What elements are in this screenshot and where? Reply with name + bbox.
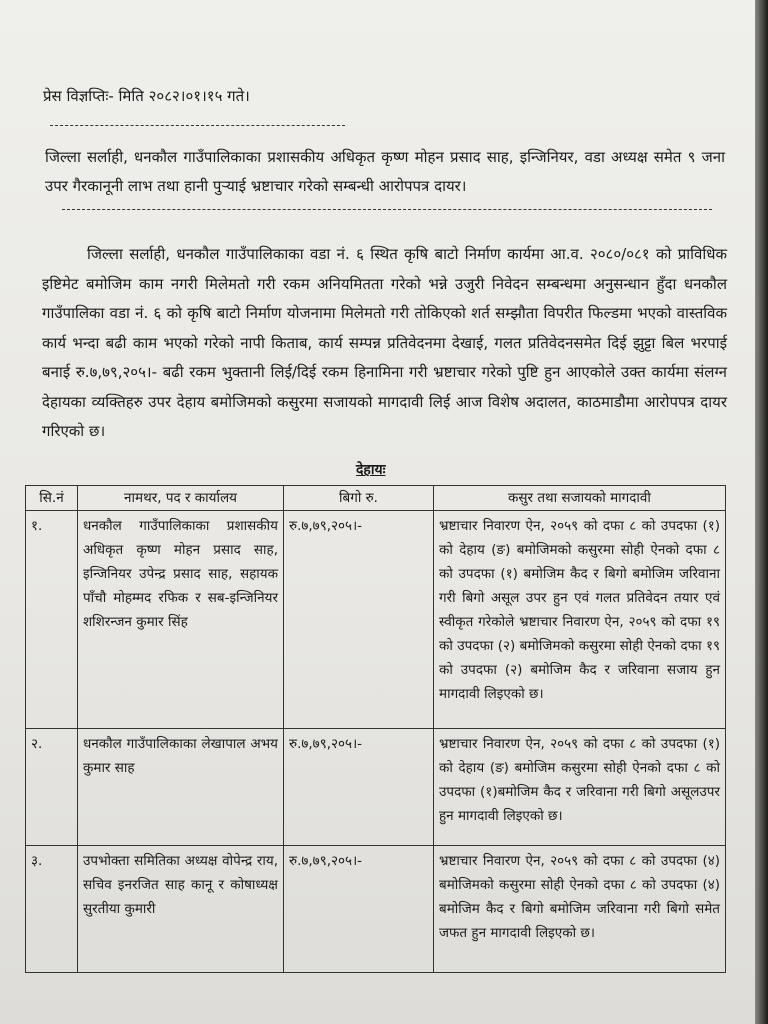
- row-name: धनकौल गाउँपालिकाका प्रशासकीय अधिकृत कृष्ण मोहन प्रसाद साह, इन्जिनियर उपेन्द्र प्रसाद साह, सहायक पाँचौ मोहम्मद रफिक र सब-इन्जिनियर शशिरन्जन कुमार सिंह: [78, 511, 284, 729]
- table-row: [26, 511, 726, 729]
- row-charge: भ्रष्टाचार निवारण ऐन, २०५९ को दफा ८ को उपदफा (४) बमोजिमको कसुरमा सोही ऐनको दफा ८ को उपदफा (४) बमोजिम कैद र बिगो बमोजिम जरिवाना गरी बिगो समेत जफत हुन मागदावी लिइएको छ।: [434, 846, 726, 973]
- table-row: [26, 729, 726, 846]
- press-release-date: प्रेस विज्ञप्तिः- मिति २०८२।०१।१५ गते।: [43, 87, 250, 105]
- header-sn: सि.नं: [26, 486, 78, 511]
- accused-table: [25, 485, 726, 973]
- page-edge-shadow: [755, 0, 768, 1024]
- row-name: उपभोक्ता समितिका अध्यक्ष वोपेन्द्र राय, सचिव इनरजित साह कानू र कोषाध्यक्ष सुरतीया कुमारी: [78, 846, 284, 973]
- row-amount: रु.७,७९,२०५।-: [284, 846, 434, 973]
- table-header-row: [26, 486, 726, 511]
- subject-heading: जिल्ला सर्लाही, धनकौल गाउँपालिकाका प्रशासकीय अधिकृत कृष्ण मोहन प्रसाद साह, इन्जिनियर, वडा अध्यक्ष समेत ९ जना उपर गैरकानूनी लाभ तथा हानी पुऱ्याई भ्रष्टाचार गरेको सम्बन्धी आरोपपत्र दायर।: [45, 148, 725, 195]
- dashed-divider: [62, 209, 712, 210]
- body-paragraph: जिल्ला सर्लाही, धनकौल गाउँपालिकाका वडा नं. ६ स्थित कृषि बाटो निर्माण कार्यमा आ.व. २०८०/०८१ को प्राविधिक इष्टिमेट बमोजिम काम नगरी मिलेमतो गरी रकम अनियमितता गरेको भन्ने उजुरी निवेदन सम्बन्धमा अनुसन्धान हुँदा धनकौल गाउँपालिका वडा नं. ६ को कृषि बाटो निर्माण योजनामा मिलेमतो गरी तोकिएको शर्त सम्झौता विपरीत फिल्डमा भएको वास्तविक कार्य भन्दा बढी काम भएको गरेको नापी किताब, कार्य सम्पन्न प्रतिवेदनमा देखाई, गलत प्रतिवेदनसमेत दिई झुट्टा बिल भरपाई बनाई रु.७,७९,२०५।- बढी रकम भुक्तानी लिई/दिई रकम हिनामिना गरी भ्रष्टाचार गरेको पुष्टि हुन आएकोले उक्त कार्यमा संलग्न देहायका व्यक्तिहरु उपर देहाय बमोजिमको कसुरमा सजायको मागदावी लिई आज विशेष अदालत, काठमाडौमा आरोपपत्र दायर गरिएको छ।: [42, 245, 727, 440]
- row-amount: रु.७,७९,२०५।-: [284, 729, 434, 846]
- row-charge: भ्रष्टाचार निवारण ऐन, २०५९ को दफा ८ को उपदफा (१) को देहाय (ङ) बमोजिम कसुरमा सोही ऐनको दफा ८ को उपदफा (१)बमोजिम कैद र जरिवाना गरी बिगो असूलउपर हुन मागदावी लिइएको छ।: [434, 729, 726, 846]
- row-amount: रु.७,७९,२०५।-: [284, 511, 434, 729]
- dashed-divider: [50, 125, 345, 126]
- header-charge: कसुर तथा सजायको मागदावी: [434, 486, 726, 511]
- row-charge: भ्रष्टाचार निवारण ऐन, २०५९ को दफा ८ को उपदफा (१) को देहाय (ङ) बमोजिमको कसुरमा सोही ऐनको दफा ८ को उपदफा (१) बमोजिम कैद र बिगो बमोजिम जरिवाना गरी बिगो असूल उपर हुन एवं गलत प्रतिवेदन तयार एवं स्वीकृत गरेकोले भ्रष्टाचार निवारण ऐन, २०५९ को दफा १९ को उपदफा (२) बमोजिमको कसुरमा सोही ऐनको दफा १९ को उपदफा (२) बमोजिम कैद र जरिवाना सजाय हुन मागदावी लिइएको छ।: [434, 511, 726, 729]
- row-name: धनकौल गाउँपालिकाका लेखापाल अभय कुमार साह: [78, 729, 284, 846]
- row-sn: २.: [26, 729, 78, 846]
- row-sn: ३.: [26, 846, 78, 973]
- header-amount: बिगो रु.: [284, 486, 434, 511]
- header-name: नामथर, पद र कार्यालय: [78, 486, 284, 511]
- table-caption: देहायः: [356, 462, 386, 478]
- table-row: [26, 846, 726, 973]
- row-sn: १.: [26, 511, 78, 729]
